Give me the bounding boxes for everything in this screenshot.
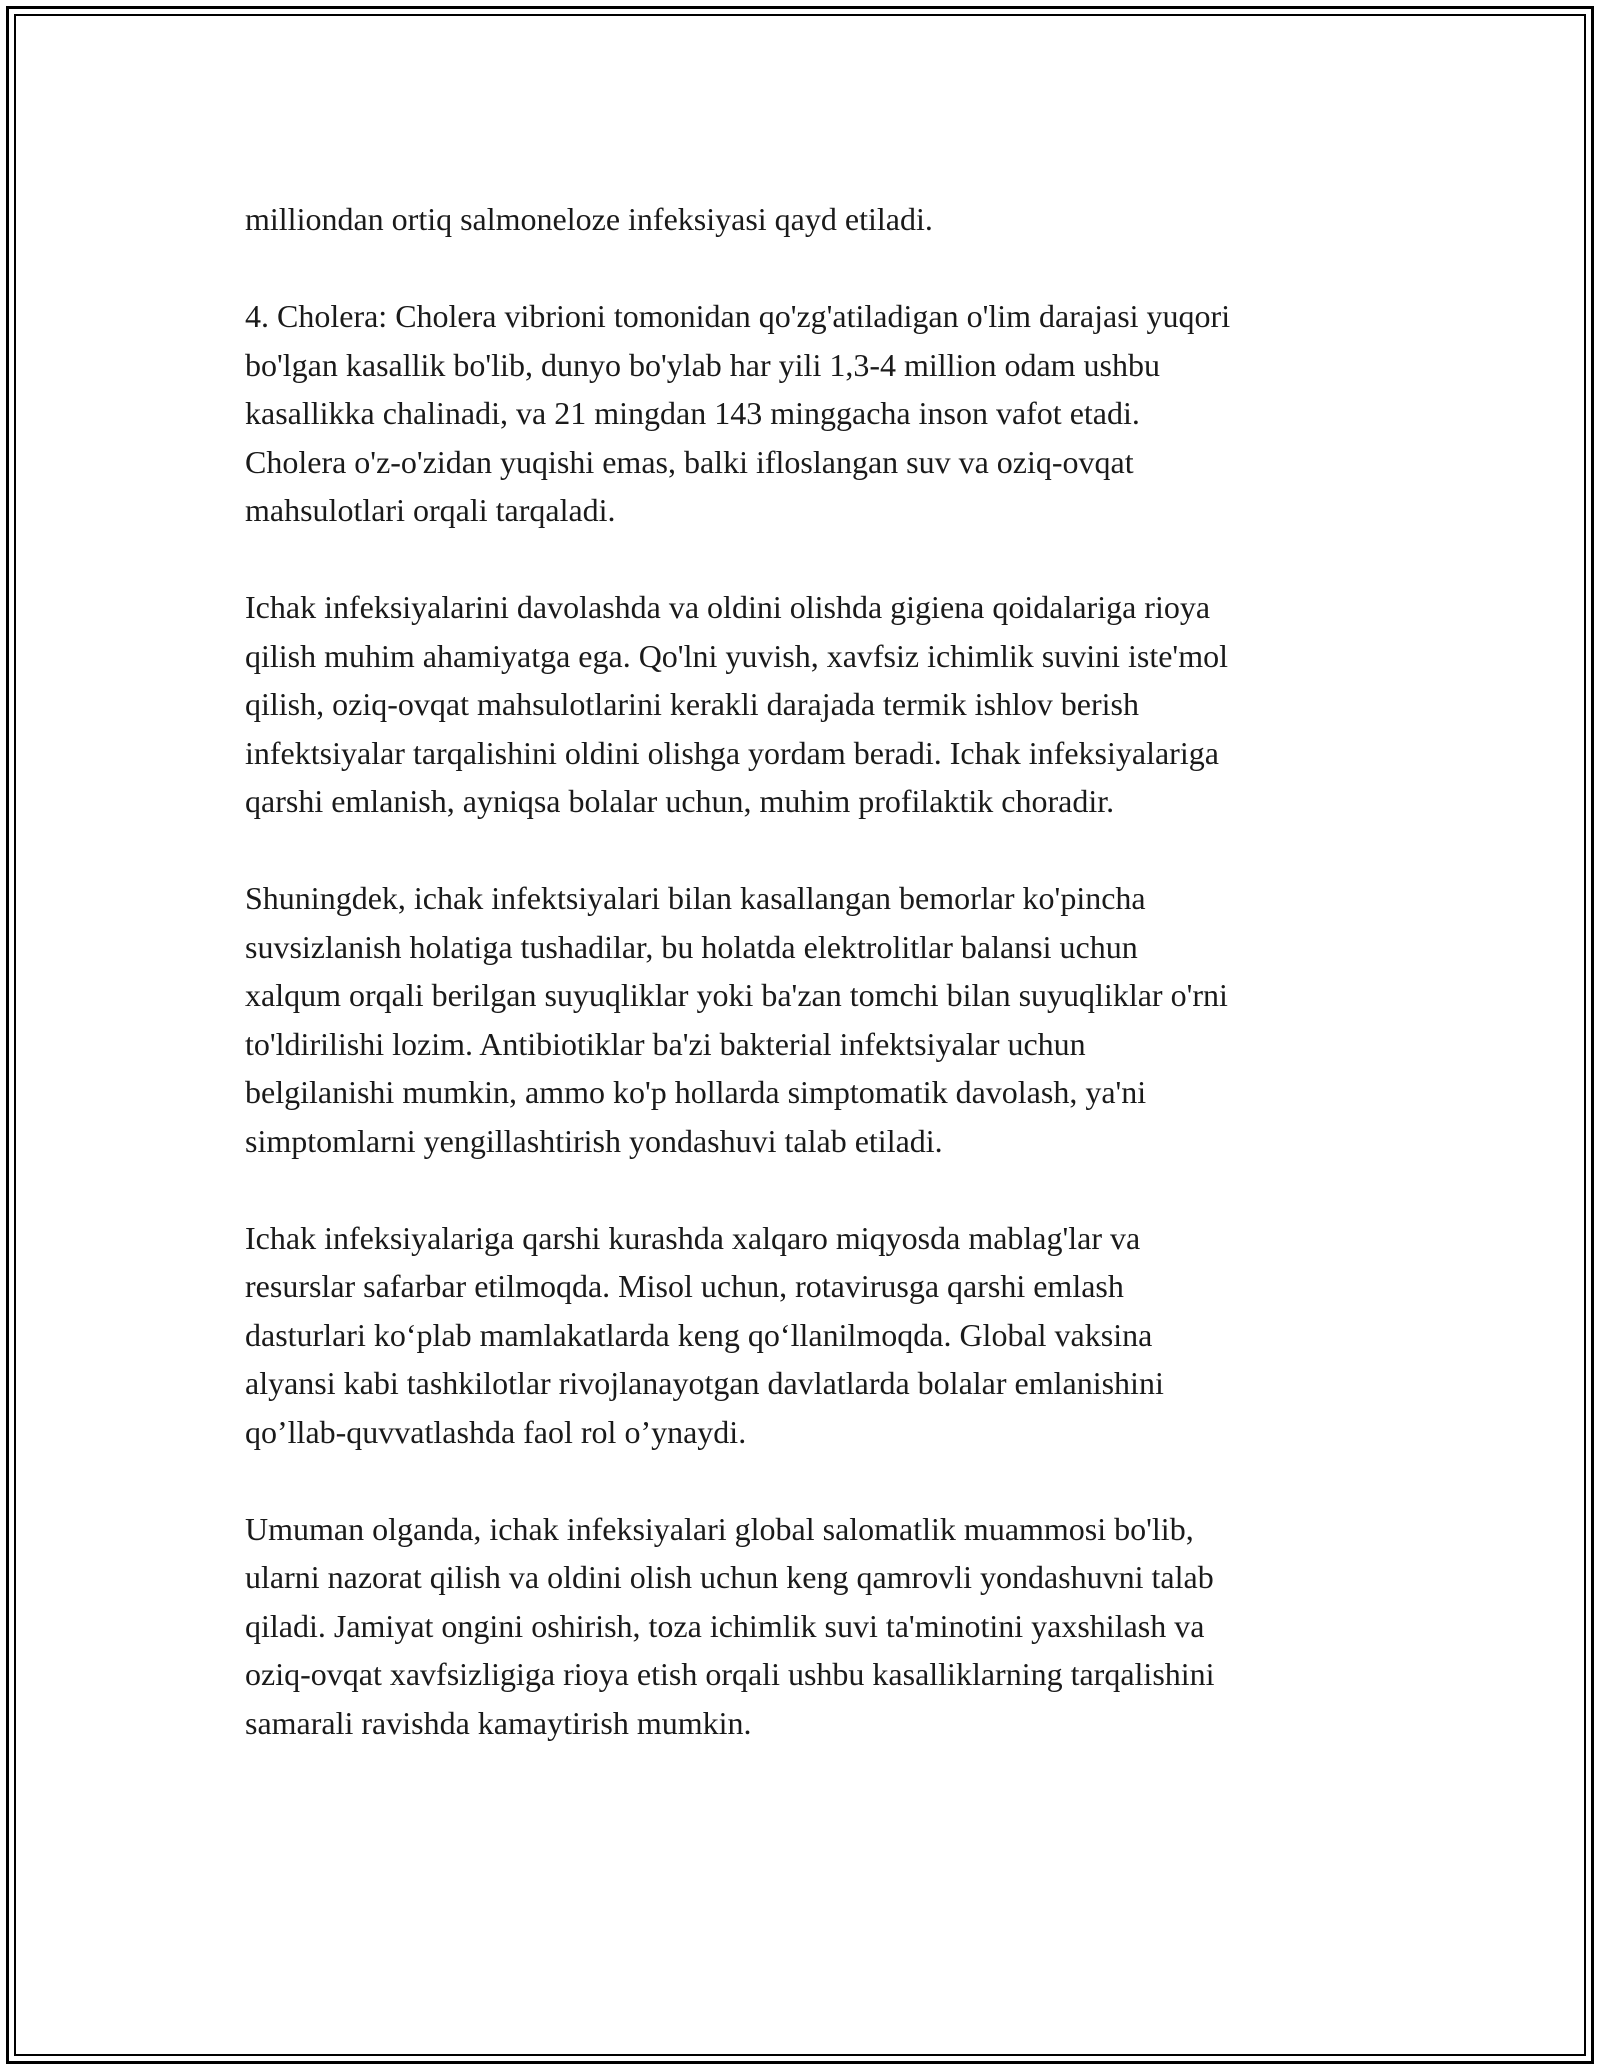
text-line: 4. Cholera: Cholera vibrioni tomonidan qo'zg'atiladigan o'lim darajasi yuqori [245, 298, 1231, 334]
text-line: xalqum orqali berilgan suyuqliklar yoki ba'zan tomchi bilan suyuqliklar o'rni [245, 977, 1228, 1013]
text-line: oziq-ovqat xavfsizligiga rioya etish orqali ushbu kasalliklarning tarqalishini [245, 1656, 1215, 1692]
paragraph [245, 195, 1395, 244]
text-line: dasturlari koʻplab mamlakatlarda keng qoʻllanilmoqda. Global vaksina [245, 1316, 1153, 1353]
text-line: Ichak infeksiyalarini davolashda va oldini olishda gigiena qoidalariga rioya [245, 589, 1211, 625]
paragraph [245, 583, 1395, 826]
text-line: Shuningdek, ichak infektsiyalari bilan kasallangan bemorlar ko'pincha [245, 880, 1146, 916]
text-line: mahsulotlari orqali tarqaladi. [245, 492, 616, 528]
text-line: Ichak infeksiyalariga qarshi kurashda xalqaro miqyosda mablag'lar va [245, 1219, 1141, 1256]
page-frame [6, 6, 1594, 2064]
text-line: Cholera o'z-o'zidan yuqishi emas, balki ifloslangan suv va oziq-ovqat [245, 443, 1134, 480]
paragraph [245, 1214, 1395, 1457]
document-body [245, 195, 1395, 1796]
text-line: qilish muhim ahamiyatga ega. Qo'lni yuvish, xavfsiz ichimlik suvini iste'mol [245, 637, 1228, 674]
text-line: to'ldirilishi lozim. Antibiotiklar ba'zi bakterial infektsiyalar uchun [245, 1025, 1086, 1062]
text-line: qiladi. Jamiyat ongini oshirish, toza ichimlik suvi ta'minotini yaxshilash va [245, 1607, 1205, 1644]
text-line: qarshi emlanish, ayniqsa bolalar uchun, muhim profilaktik choradir. [245, 783, 1115, 819]
paragraph [245, 292, 1395, 535]
text-line: qilish, oziq-ovqat mahsulotlarini kerakli darajada termik ishlov berish [245, 686, 1139, 722]
paragraph [245, 1505, 1395, 1748]
text-line: milliondan ortiq salmoneloze infeksiyasi qayd etiladi. [245, 201, 933, 237]
text-line: ularni nazorat qilish va oldini olish uchun keng qamrovli yondashuvni talab [245, 1559, 1214, 1595]
text-line: infektsiyalar tarqalishini oldini olishga yordam beradi. Ichak infeksiyalariga [245, 734, 1219, 771]
text-line: Umuman olganda, ichak infeksiyalari global salomatlik muammosi bo'lib, [245, 1510, 1194, 1547]
text-line: samarali ravishda kamaytirish mumkin. [245, 1704, 752, 1741]
text-line: qo’llab-quvvatlashda faol rol o’ynaydi. [245, 1413, 747, 1450]
paragraph [245, 874, 1395, 1165]
text-line: bo'lgan kasallik bo'lib, dunyo bo'ylab har yili 1,3-4 million odam ushbu [245, 346, 1160, 383]
text-line: belgilanishi mumkin, ammo ko'p hollarda simptomatik davolash, ya'ni [245, 1074, 1147, 1110]
text-line: resurslar safarbar etilmoqda. Misol uchun, rotavirusga qarshi emlash [245, 1268, 1124, 1304]
text-line: kasallikka chalinadi, va 21 mingdan 143 minggacha inson vafot etadi. [245, 395, 1140, 431]
text-line: simptomlarni yengillashtirish yondashuvi talab etiladi. [245, 1122, 943, 1159]
text-line: alyansi kabi tashkilotlar rivojlanayotgan davlatlarda bolalar emlanishini [245, 1365, 1164, 1401]
text-line: suvsizlanish holatiga tushadilar, bu holatda elektrolitlar balansi uchun [245, 928, 1138, 965]
